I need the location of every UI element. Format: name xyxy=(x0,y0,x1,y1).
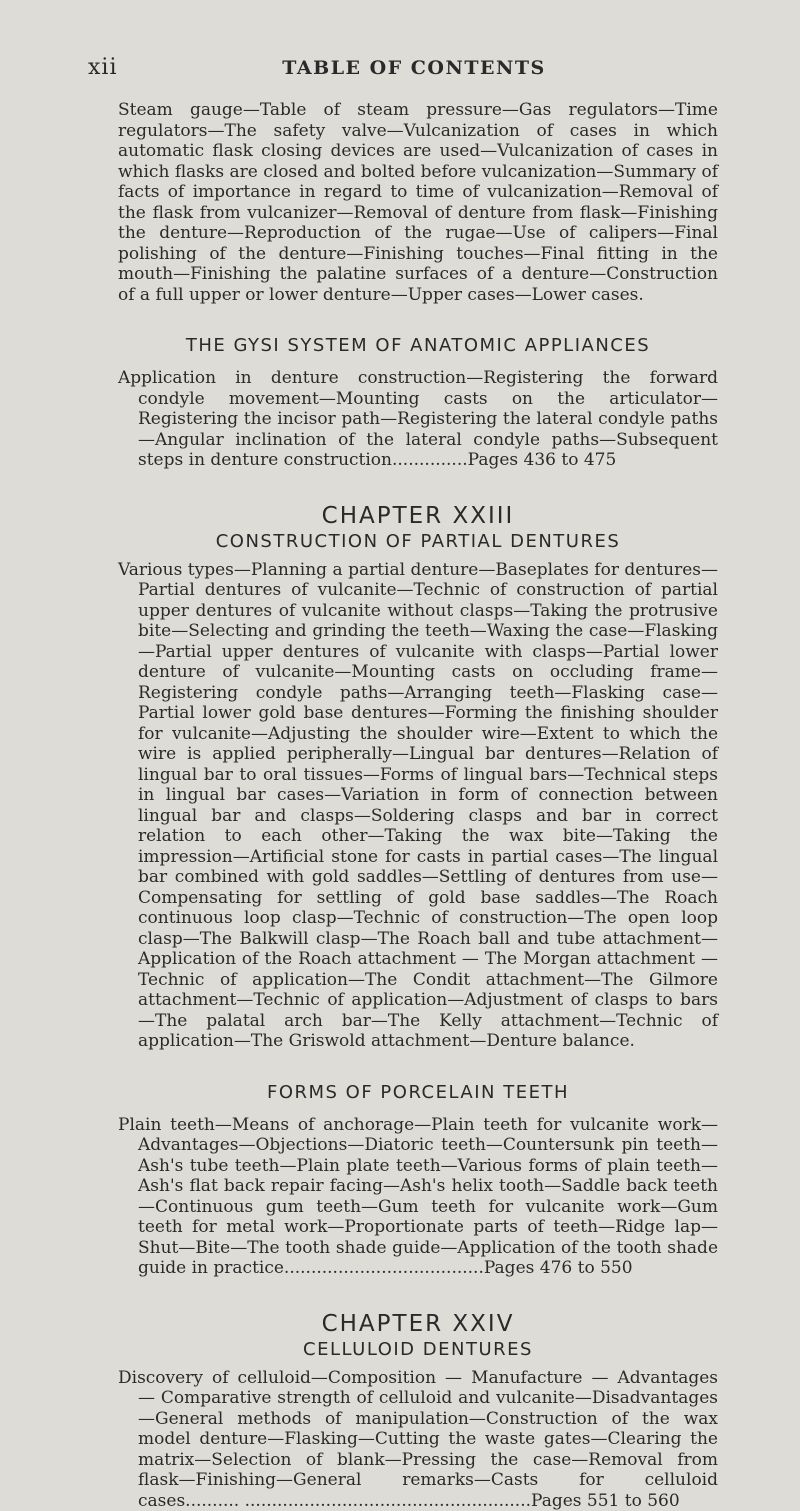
porcelain-section-title: FORMS OF PORCELAIN TEETH xyxy=(118,1082,718,1103)
running-title: TABLE OF CONTENTS xyxy=(88,57,740,79)
porcelain-pages: Pages 476 to 550 xyxy=(484,1258,633,1278)
page-number: xii xyxy=(88,55,117,80)
chapter-23-paragraph: Various types—Planning a partial denture—Baseplates for dentures—Partial dentures of vulcanite—Technic of construction of partial upper dentures of vulcanite without clasps—Taking the protrusive bite—Selecting and grinding the teeth—Waxing the case—Flasking—Partial upper dentures of vulcanite with clasps—Partial lower denture of vulcanite—Mounting casts on occluding frame—Registering condyle paths—Arranging teeth—Flasking case—Partial lower gold base dentures—Forming the finishing shoulder for vulcanite—Adjusting the shoulder wire—Extent to which the wire is applied peripherally—Lingual bar dentures—Relation of lingual bar to oral tissues—Forms of lingual bars—Technical steps in lingual bar cases—Variation in form of connection between lingual bar and clasps—Soldering clasps and bar in correct relation to each other—Taking the wax bite—Taking the impression—Artificial stone for casts in partial cases—The lingual bar combined with gold saddles—Settling of dentures from use—Compensating for settling of gold base saddles—The Roach continuous loop clasp—Technic of construction—The open loop clasp—The Balkwill clasp—The Roach ball and tube attachment—Application of the Roach attachment — The Morgan attachment — Technic of application—The Condit attachment—The Gilmore attachment—Technic of application—Adjustment of clasps to bars—The palatal arch bar—The Kelly attachment—Technic of application—The Griswold attachment—Denture balance. xyxy=(138,560,718,1052)
chapter-24-pages: Pages 551 to 560 xyxy=(531,1491,680,1511)
chapter-24-text: Discovery of celluloid—Composition — Manufacture — Advantages — Comparative strength of celluloid and vulcanite—Disadvantages—General methods of manipulation—Construction of the wax model denture—Flasking—Cutting the waste gates—Clearing the matrix—Selection of blank—Pressing the case—Removal from flask—Finishing—General remarks—Casts for celluloid cases.......... ..................................................... xyxy=(118,1368,718,1511)
chapter-23-number: CHAPTER XXIII xyxy=(118,503,718,529)
toc-content xyxy=(118,100,718,1511)
gysi-paragraph xyxy=(138,368,718,471)
chapter-24-title: CELLULOID DENTURES xyxy=(118,1339,718,1360)
running-head xyxy=(88,55,740,85)
chapter-24-number: CHAPTER XXIV xyxy=(118,1311,718,1337)
gysi-section-title: THE GYSI SYSTEM OF ANATOMIC APPLIANCES xyxy=(118,335,718,356)
chapter-23-title: CONSTRUCTION OF PARTIAL DENTURES xyxy=(118,531,718,552)
intro-paragraph: Steam gauge—Table of steam pressure—Gas regulators—Time regulators—The safety valve—Vulcanization of cases in which automatic flask closing devices are used—Vulcanization of cases in which flasks are closed and bolted before vulcanization—Summary of facts of importance in regard to time of vulcanization—Removal of the flask from vulcanizer—Removal of denture from flask—Finishing the denture—Reproduction of the rugae—Use of calipers—Final polishing of the denture—Finishing touches—Final fitting in the mouth—Finishing the palatine surfaces of a denture—Construction of a full upper or lower denture—Upper cases—Lower cases. xyxy=(118,100,718,305)
gysi-text: Application in denture construction—Registering the forward condyle movement—Mounting casts on the articulator—Registering the incisor path—Registering the lateral condyle paths—Angular inclination of the lateral condyle paths—Subsequent steps in denture construction.............. xyxy=(118,368,718,470)
porcelain-paragraph xyxy=(138,1115,718,1279)
chapter-24-paragraph xyxy=(138,1368,718,1511)
gysi-pages: Pages 436 to 475 xyxy=(468,450,617,470)
porcelain-text: Plain teeth—Means of anchorage—Plain teeth for vulcanite work—Advantages—Objections—Diatoric teeth—Countersunk pin teeth—Ash's tube teeth—Plain plate teeth—Various forms of plain teeth—Ash's flat back repair facing—Ash's helix tooth—Saddle back teeth—Continuous gum teeth—Gum teeth for vulcanite work—Gum teeth for metal work—Proportionate parts of teeth—Ridge lap—Shut—Bite—The tooth shade guide—Application of the tooth shade guide in practice..................................... xyxy=(118,1115,718,1279)
